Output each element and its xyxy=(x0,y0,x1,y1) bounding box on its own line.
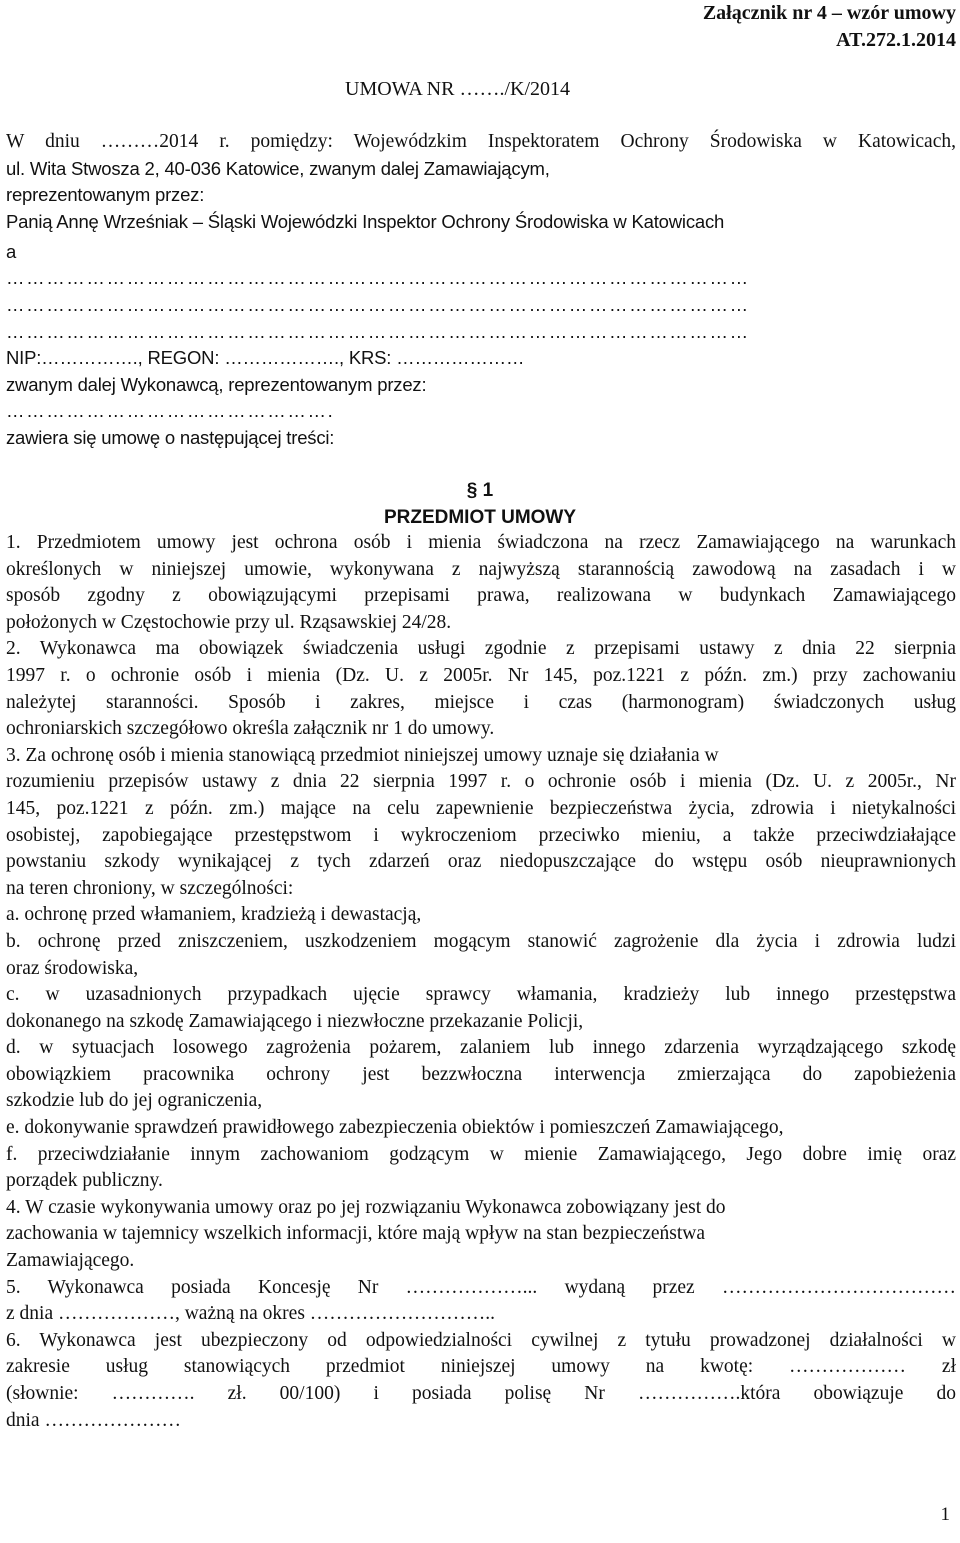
intro-line: W dniu ………2014 r. pomiędzy: Wojewódzkim Inspektoratem Ochrony Środowiska w Katowicach, xyxy=(6,131,956,152)
body-line: porządek publiczny. xyxy=(6,1170,163,1192)
contract-title: UMOWA NR ……./K/2014 xyxy=(345,78,571,100)
body-line: należytej staranności. Sposób i zakres, miejsce i czas (harmonogram) świadczonych usług xyxy=(6,691,956,713)
body-line: obowiązkiem pracownika ochrony jest bezzwłoczna interwencja zmierzająca do zapobieżenia xyxy=(6,1063,956,1085)
annex-header xyxy=(703,0,956,54)
body-line: b. ochronę przed zniszczeniem, uszkodzeniem mogącym stanowić zagrożenie dla życia i zdrowia ludzi xyxy=(6,930,956,952)
intro-line: ul. Wita Stwosza 2, 40-036 Katowice, zwanym dalej Zamawiającym, xyxy=(6,157,550,179)
blank-dots: ………………………………………………………………………………………………… xyxy=(6,293,750,315)
body-line: 1. Przedmiotem umowy jest ochrona osób i mienia świadczona na rzecz Zamawiającego na warunkach xyxy=(6,532,956,553)
body-line: dokonanego na szkodę Zamawiającego i niezwłoczne przekazanie Policji, xyxy=(6,1010,584,1032)
body-line: na teren chroniony, w szczególności: xyxy=(6,877,294,899)
representative-dots: …………………………………………. xyxy=(6,400,335,422)
body-line: 1997 r. o ochronie osób i mienia (Dz. U. z 2005r. Nr 145, poz.1221 z późn. zm.) przy zachowaniu xyxy=(6,664,956,686)
body-line: powstaniu szkody wynikającej z tych zdarzeń oraz niedopuszczające do wstępu osób nieuprawnionych xyxy=(6,851,956,873)
company-identifiers: NIP:……………., REGON: ………………., KRS: ………………… xyxy=(6,347,525,369)
intro-line: reprezentowanym przez: xyxy=(6,184,205,206)
body-line: 6. Wykonawca jest ubezpieczony od odpowiedzialności cywilnej z tytułu prowadzonej działalności w xyxy=(6,1329,956,1351)
body-line: d. w sytuacjach losowego zagrożenia pożarem, zalaniem lub innego zdarzenia wyrządzającego szkodę xyxy=(6,1037,956,1059)
body-line: zakresie usług stanowiących przedmiot niniejszej umowy na kwotę: ……………… zł xyxy=(6,1356,956,1378)
body-line: 2. Wykonawca ma obowiązek świadczenia usługi zgodnie z przepisami ustawy z dnia 22 sierpnia xyxy=(6,638,956,660)
section-heading xyxy=(0,477,960,531)
body-line: 145, poz.1221 z późn. zm.) mające na celu zapewnienie bezpieczeństwa życia, zdrowia i nietykalności xyxy=(6,797,956,819)
body-line: szkodzie lub do jej ograniczenia, xyxy=(6,1090,263,1112)
body-line: określonych w niniejszej umowie, wykonywana z najwyższą starannością zawodową na zasadach i w xyxy=(6,558,956,580)
body-line: dnia ………………… xyxy=(6,1409,181,1431)
body-line: e. dokonywanie sprawdzeń prawidłowego zabezpieczenia obiektów i pomieszczeń Zamawiającego, xyxy=(6,1117,784,1139)
body-line: zachowania w tajemnicy wszelkich informacji, które mają wpływ na stan bezpieczeństwa xyxy=(6,1223,706,1245)
intro-line: zwanym dalej Wykonawcą, reprezentowanym przez: xyxy=(6,373,427,395)
body-line: 5. Wykonawca posiada Koncesję Nr ………………... wydaną przez ……………………………… xyxy=(6,1276,956,1298)
section-title: PRZEDMIOT UMOWY xyxy=(383,507,577,528)
body-line: 4. W czasie wykonywania umowy oraz po jej rozwiązaniu Wykonawca zobowiązany jest do xyxy=(6,1196,726,1218)
page-number: 1 xyxy=(940,1504,950,1526)
blank-dots: ………………………………………………………………………………………………… xyxy=(6,267,750,289)
intro-line: zawiera się umowę o następującej treści: xyxy=(6,426,335,448)
annex-label: Załącznik nr 4 – wzór umowy xyxy=(702,2,956,24)
body-line: c. w uzasadnionych przypadkach ujęcie sprawcy włamania, kradzieży lub innego przestępstwa xyxy=(6,984,956,1006)
body-line: ochroniarskich szczegółowo określa załącznik nr 1 do umowy. xyxy=(6,718,495,740)
body-line: położonych w Częstochowie przy ul. Rząsawskiej 24/28. xyxy=(6,611,452,633)
body-line: 3. Za ochronę osób i mienia stanowiącą przedmiot niniejszej umowy uznaje się działania w xyxy=(6,744,719,766)
intro-line: Panią Annę Wrześniak – Śląski Wojewódzki Inspektor Ochrony Środowiska w Katowicach xyxy=(6,210,725,232)
body-line: rozumieniu przepisów ustawy z dnia 22 sierpnia 1997 r. o ochronie osób i mienia (Dz. U. z 2005r., Nr xyxy=(6,771,956,793)
blank-dots: ………………………………………………………………………………………………… xyxy=(6,320,750,342)
body-line: (słownie: …………. zł. 00/100) i posiada polisę Nr …………….która obowiązuje do xyxy=(6,1383,956,1404)
body-line: osobistej, zapobiegające przestępstwom i wykroczeniom przeciwko mieniu, a także przeciwdziałające xyxy=(6,824,956,846)
intro-line: a xyxy=(6,240,17,262)
intro-block xyxy=(6,129,956,452)
body-line: a. ochronę przed włamaniem, kradzieżą i dewastacją, xyxy=(6,904,422,926)
body-line: oraz środowiska, xyxy=(6,957,139,979)
body-line: f. przeciwdziałanie innym zachowaniom godzącym w mienie Zamawiającego, Jego dobre imię oraz xyxy=(6,1143,956,1165)
annex-reference: AT.272.1.2014 xyxy=(836,29,956,51)
body-line: z dnia ………………, ważną na okres ……………………….. xyxy=(6,1303,496,1325)
body-line: Zamawiającego. xyxy=(6,1250,135,1272)
paragraph-symbol: § 1 xyxy=(466,480,494,501)
body-line: sposób zgodny z obowiązującymi przepisami prawa, realizowana w budynkach Zamawiającego xyxy=(6,585,956,607)
contract-body xyxy=(6,530,956,1434)
